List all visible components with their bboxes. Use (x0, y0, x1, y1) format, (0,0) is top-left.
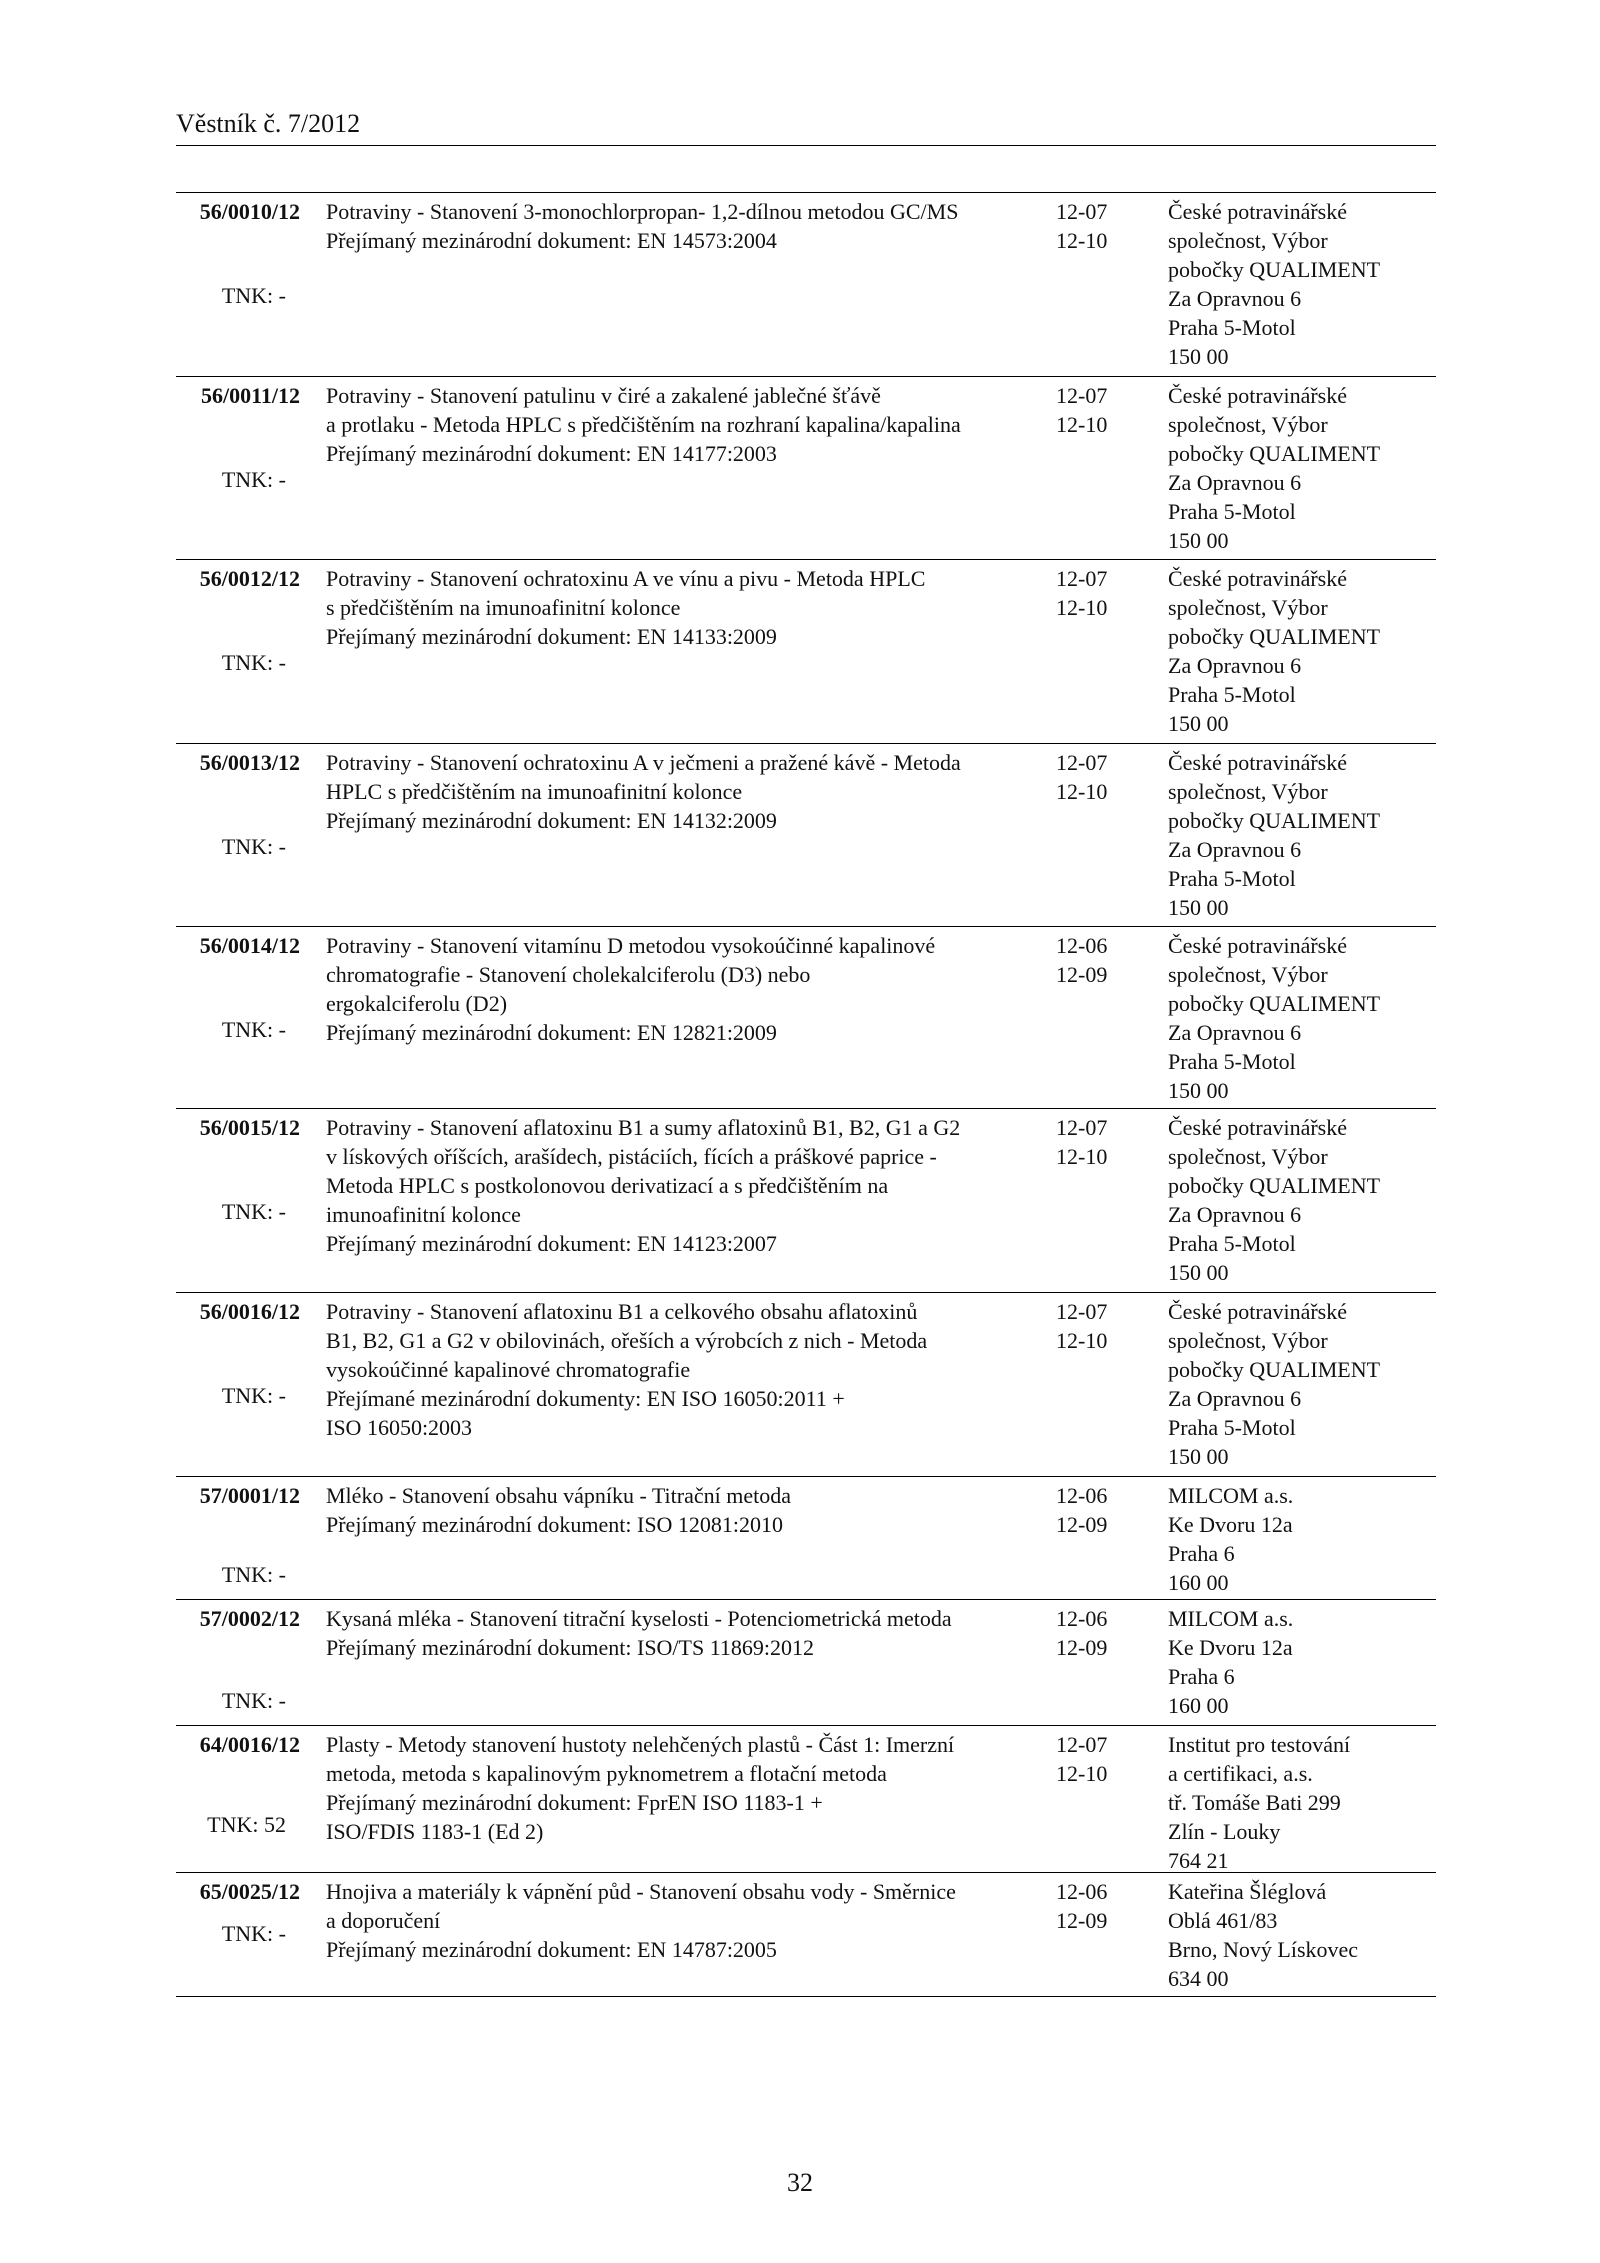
title-line: Přejímaný mezinárodní dokument: ISO 12081:2010 (326, 1512, 784, 1537)
title-line: Potraviny - Stanovení aflatoxinu B1 a celkového obsahu aflatoxinů (326, 1299, 918, 1324)
address-line: pobočky QUALIMENT (1168, 808, 1381, 833)
date-value: 12-06 (1056, 1483, 1108, 1508)
processor-address (1168, 1730, 1436, 1875)
title-line: Přejímané mezinárodní dokumenty: EN ISO 16050:2011 + (326, 1386, 845, 1411)
processor-address (1168, 564, 1436, 738)
address-line: Oblá 461/83 (1168, 1908, 1278, 1933)
title-line: Plasty - Metody stanovení hustoty nelehčených plastů - Část 1: Imerzní (326, 1732, 955, 1757)
document-code: 56/0014/12 (199, 933, 300, 958)
address-line: České potravinářské (1168, 1115, 1347, 1140)
title-line: Přejímaný mezinárodní dokument: EN 14132:2009 (326, 808, 777, 833)
title-line: metoda, metoda s kapalinovým pyknometrem a flotační metoda (326, 1761, 887, 1786)
title-line: Hnojiva a materiály k vápnění půd - Stanovení obsahu vody - Směrnice (326, 1879, 956, 1904)
address-line: Praha 5-Motol (1168, 1231, 1296, 1256)
date-column (1056, 1113, 1136, 1171)
title-line: s předčištěním na imunoafinitní kolonce (326, 595, 681, 620)
address-line: společnost, Výbor (1168, 228, 1328, 253)
address-line: 160 00 (1168, 1570, 1229, 1595)
date-value: 12-06 (1056, 933, 1108, 958)
title-line: Potraviny - Stanovení ochratoxinu A v ječmeni a pražené kávě - Metoda (326, 750, 961, 775)
address-line: 150 00 (1168, 344, 1229, 369)
address-line: Praha 5-Motol (1168, 682, 1296, 707)
address-line: pobočky QUALIMENT (1168, 1357, 1381, 1382)
date-column (1056, 1604, 1136, 1662)
date-value: 12-10 (1056, 1144, 1108, 1169)
address-line: společnost, Výbor (1168, 779, 1328, 804)
address-line: České potravinářské (1168, 199, 1347, 224)
address-line: 764 21 (1168, 1848, 1229, 1873)
page-header (176, 108, 1436, 146)
address-line: Za Opravnou 6 (1168, 837, 1302, 862)
date-value: 12-09 (1056, 1908, 1108, 1933)
date-value: 12-10 (1056, 228, 1108, 253)
title-line: ISO 16050:2003 (326, 1415, 473, 1440)
address-line: 150 00 (1168, 1444, 1229, 1469)
page-number: 32 (787, 2168, 813, 2197)
title-line: chromatografie - Stanovení cholekalciferolu (D3) nebo (326, 962, 811, 987)
tnk-label: TNK: - (221, 1688, 286, 1713)
document-code: 56/0015/12 (199, 1115, 300, 1140)
table-row (176, 927, 1436, 1109)
table-row (176, 377, 1436, 560)
title-line: v lískových oříšcích, arašídech, pistáciích, fících a práškové paprice - (326, 1144, 937, 1169)
date-column (1056, 1481, 1136, 1539)
table-row (176, 1293, 1436, 1477)
processor-address (1168, 1481, 1436, 1597)
title-line: Přejímaný mezinárodní dokument: EN 12821:2009 (326, 1020, 777, 1045)
address-line: Kateřina Šléglová (1168, 1879, 1327, 1904)
address-line: Praha 5-Motol (1168, 315, 1296, 340)
date-column (1056, 748, 1136, 806)
title-line: Kysaná mléka - Stanovení titrační kyselosti - Potenciometrická metoda (326, 1606, 952, 1631)
table-row (176, 744, 1436, 927)
address-line: 160 00 (1168, 1693, 1229, 1718)
address-line: 150 00 (1168, 1260, 1229, 1285)
tnk-label: TNK: - (221, 1017, 286, 1042)
title-line: a protlaku - Metoda HPLC s předčištěním na rozhraní kapalina/kapalina (326, 412, 961, 437)
table-row (176, 193, 1436, 377)
tnk-label: TNK: - (221, 1921, 286, 1946)
table-row (176, 560, 1436, 744)
date-value: 12-10 (1056, 1761, 1108, 1786)
document-code: 57/0001/12 (199, 1483, 300, 1508)
address-line: České potravinářské (1168, 566, 1347, 591)
address-line: České potravinářské (1168, 383, 1347, 408)
tnk-label: TNK: - (221, 467, 286, 492)
address-line: Zlín - Louky (1168, 1819, 1281, 1844)
tnk-label: TNK: - (221, 650, 286, 675)
address-line: Praha 5-Motol (1168, 866, 1296, 891)
date-value: 12-07 (1056, 1115, 1108, 1140)
address-line: Za Opravnou 6 (1168, 1020, 1302, 1045)
address-line: Praha 5-Motol (1168, 499, 1296, 524)
address-line: pobočky QUALIMENT (1168, 1173, 1381, 1198)
tnk-label: TNK: - (221, 1199, 286, 1224)
address-line: Za Opravnou 6 (1168, 470, 1302, 495)
table-row (176, 1600, 1436, 1726)
address-line: MILCOM a.s. (1168, 1606, 1294, 1631)
address-line: společnost, Výbor (1168, 962, 1328, 987)
table-row (176, 1477, 1436, 1600)
address-line: Praha 6 (1168, 1541, 1235, 1566)
document-code: 56/0010/12 (199, 199, 300, 224)
tnk-label: TNK: - (221, 834, 286, 859)
tnk-label: TNK: - (221, 1562, 286, 1587)
address-line: společnost, Výbor (1168, 412, 1328, 437)
title-line: B1, B2, G1 a G2 v obilovinách, ořeších a výrobcích z nich - Metoda (326, 1328, 928, 1353)
document-code: 64/0016/12 (199, 1732, 300, 1757)
address-line: Za Opravnou 6 (1168, 653, 1302, 678)
address-line: Praha 6 (1168, 1664, 1235, 1689)
address-line: a certifikaci, a.s. (1168, 1761, 1313, 1786)
address-line: České potravinářské (1168, 933, 1347, 958)
title-line: Přejímaný mezinárodní dokument: EN 14123:2007 (326, 1231, 777, 1256)
address-line: Ke Dvoru 12a (1168, 1512, 1293, 1537)
document-code: 65/0025/12 (199, 1879, 300, 1904)
title-line: Potraviny - Stanovení patulinu v čiré a zakalené jablečné šťávě (326, 383, 881, 408)
title-line: Přejímaný mezinárodní dokument: EN 14177:2003 (326, 441, 777, 466)
title-line: ISO/FDIS 1183-1 (Ed 2) (326, 1819, 544, 1844)
address-line: Za Opravnou 6 (1168, 286, 1302, 311)
address-line: tř. Tomáše Bati 299 (1168, 1790, 1341, 1815)
document-code: 56/0016/12 (199, 1299, 300, 1324)
title-line: Potraviny - Stanovení vitamínu D metodou vysokoúčinné kapalinové (326, 933, 936, 958)
address-line: České potravinářské (1168, 750, 1347, 775)
title-line: Potraviny - Stanovení aflatoxinu B1 a sumy aflatoxinů B1, B2, G1 a G2 (326, 1115, 961, 1140)
document-code: 57/0002/12 (199, 1606, 300, 1631)
title-line: Metoda HPLC s postkolonovou derivatizací a s předčištěním na (326, 1173, 889, 1198)
address-line: 150 00 (1168, 1078, 1229, 1103)
date-column (1056, 381, 1136, 439)
date-value: 12-06 (1056, 1606, 1108, 1631)
table-row (176, 1873, 1436, 1997)
document-code: 56/0013/12 (199, 750, 300, 775)
title-line: Přejímaný mezinárodní dokument: EN 14787:2005 (326, 1937, 777, 1962)
address-line: pobočky QUALIMENT (1168, 441, 1381, 466)
date-column (1056, 1877, 1136, 1935)
address-line: Praha 5-Motol (1168, 1415, 1296, 1440)
date-value: 12-09 (1056, 1635, 1108, 1660)
address-line: Ke Dvoru 12a (1168, 1635, 1293, 1660)
title-line: imunoafinitní kolonce (326, 1202, 521, 1227)
date-value: 12-07 (1056, 750, 1108, 775)
address-line: 150 00 (1168, 711, 1229, 736)
title-line: Potraviny - Stanovení ochratoxinu A ve vínu a pivu - Metoda HPLC (326, 566, 926, 591)
date-value: 12-10 (1056, 1328, 1108, 1353)
title-line: Přejímaný mezinárodní dokument: EN 14133:2009 (326, 624, 777, 649)
tnk-label: TNK: 52 (207, 1812, 286, 1837)
address-line: pobočky QUALIMENT (1168, 991, 1381, 1016)
address-line: 634 00 (1168, 1966, 1229, 1991)
document-code: 56/0012/12 (199, 566, 300, 591)
address-line: 150 00 (1168, 895, 1229, 920)
date-value: 12-07 (1056, 566, 1108, 591)
title-line: Přejímaný mezinárodní dokument: FprEN ISO 1183-1 + (326, 1790, 823, 1815)
title-line: Potraviny - Stanovení 3-monochlorpropan- 1,2-dílnou metodou GC/MS (326, 199, 959, 224)
address-line: Praha 5-Motol (1168, 1049, 1296, 1074)
table-row (176, 1109, 1436, 1293)
title-line: Přejímaný mezinárodní dokument: ISO/TS 11869:2012 (326, 1635, 815, 1660)
address-line: společnost, Výbor (1168, 1328, 1328, 1353)
bulletin-title: Věstník č. 7/2012 (176, 109, 361, 138)
date-value: 12-07 (1056, 383, 1108, 408)
date-column (1056, 197, 1136, 255)
address-line: 150 00 (1168, 528, 1229, 553)
address-line: MILCOM a.s. (1168, 1483, 1294, 1508)
standards-table (176, 192, 1436, 1997)
title-line: HPLC s předčištěním na imunoafinitní kolonce (326, 779, 743, 804)
processor-address (1168, 1113, 1436, 1287)
tnk-label: TNK: - (221, 1383, 286, 1408)
date-value: 12-07 (1056, 1732, 1108, 1757)
title-line: Přejímaný mezinárodní dokument: EN 14573:2004 (326, 228, 777, 253)
title-line: vysokoúčinné kapalinové chromatografie (326, 1357, 691, 1382)
date-value: 12-07 (1056, 1299, 1108, 1324)
address-line: Brno, Nový Lískovec (1168, 1937, 1359, 1962)
processor-address (1168, 931, 1436, 1105)
date-column (1056, 1730, 1136, 1788)
date-value: 12-09 (1056, 1512, 1108, 1537)
date-value: 12-10 (1056, 412, 1108, 437)
address-line: Za Opravnou 6 (1168, 1386, 1302, 1411)
date-value: 12-07 (1056, 199, 1108, 224)
address-line: pobočky QUALIMENT (1168, 257, 1381, 282)
address-line: pobočky QUALIMENT (1168, 624, 1381, 649)
address-line: Za Opravnou 6 (1168, 1202, 1302, 1227)
address-line: Institut pro testování (1168, 1732, 1351, 1757)
date-value: 12-06 (1056, 1879, 1108, 1904)
table-row (176, 1726, 1436, 1873)
date-value: 12-09 (1056, 962, 1108, 987)
title-line: a doporučení (326, 1908, 441, 1933)
processor-address (1168, 381, 1436, 555)
title-line: Mléko - Stanovení obsahu vápníku - Titrační metoda (326, 1483, 791, 1508)
tnk-label: TNK: - (221, 283, 286, 308)
date-column (1056, 1297, 1136, 1355)
date-column (1056, 564, 1136, 622)
processor-address (1168, 1297, 1436, 1471)
processor-address (1168, 1877, 1436, 1993)
title-line: ergokalciferolu (D2) (326, 991, 508, 1016)
document-code: 56/0011/12 (200, 383, 300, 408)
processor-address (1168, 1604, 1436, 1720)
date-column (1056, 931, 1136, 989)
address-line: společnost, Výbor (1168, 1144, 1328, 1169)
processor-address (1168, 748, 1436, 922)
address-line: České potravinářské (1168, 1299, 1347, 1324)
processor-address (1168, 197, 1436, 371)
date-value: 12-10 (1056, 779, 1108, 804)
date-value: 12-10 (1056, 595, 1108, 620)
address-line: společnost, Výbor (1168, 595, 1328, 620)
